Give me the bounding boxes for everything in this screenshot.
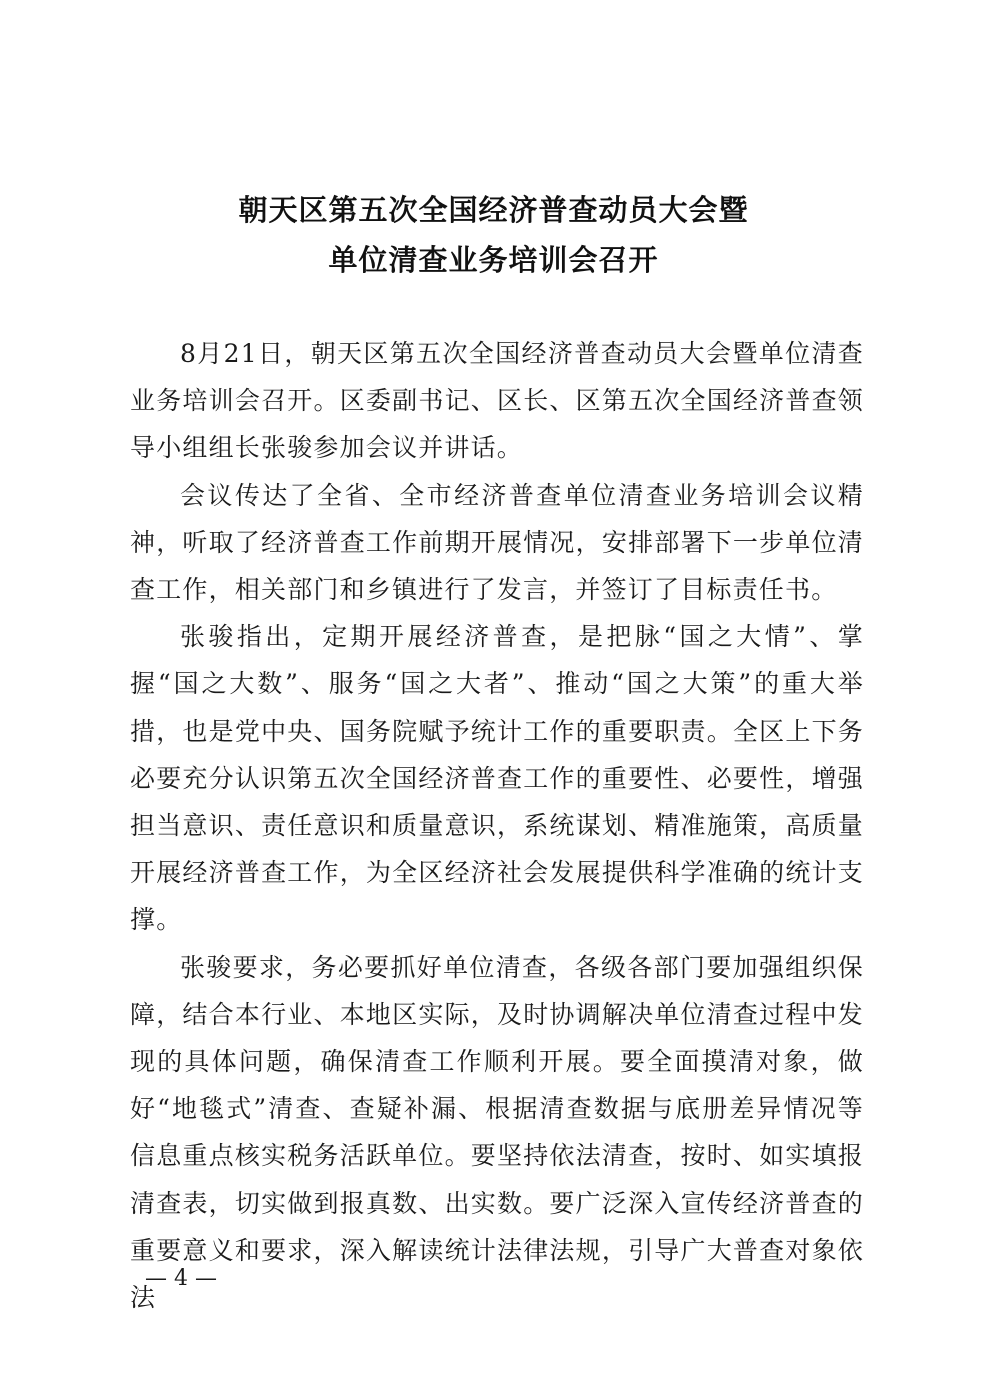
title-line-2: 单位清查业务培训会召开 <box>328 243 659 277</box>
document-title <box>0 185 987 285</box>
page-number: — 4 — <box>145 1266 217 1291</box>
paragraph-1: 8月21日，朝天区第五次全国经济普查动员大会暨单位清查业务培训会召开。区委副书记、区长、区第五次全国经济普查领导小组组长张骏参加会议并讲话。 <box>130 339 864 463</box>
paragraph-2: 会议传达了全省、全市经济普查单位清查业务培训会议精神，听取了经济普查工作前期开展情况，安排部署下一步单位清查工作，相关部门和乡镇进行了发言，并签订了目标责任书。 <box>130 480 864 605</box>
paragraph-4: 张骏要求，务必要抓好单位清查，各级各部门要加强组织保障，结合本行业、本地区实际，及时协调解决单位清查过程中发现的具体问题，确保清查工作顺利开展。要全面摸清对象，做好“地毯式”清查、查疑补漏、根据清查数据与底册差异情况等信息重点核实税务活跃单位。要坚持依法清查，按时、如实填报清查表，切实做到报真数、出实数。要广泛深入宣传经济普查的重要意义和要求，深入解读统计法律法规，引导广大普查对象依法 <box>130 952 864 1313</box>
title-line-1: 朝天区第五次全国经济普查动员大会暨 <box>238 193 749 227</box>
paragraph-3: 张骏指出，定期开展经济普查，是把脉“国之大情”、掌握“国之大数”、服务“国之大者”、推动“国之大策”的重大举措，也是党中央、国务院赋予统计工作的重要职责。全区上下务必要充分认识第五次全国经济普查工作的重要性、必要性，增强担当意识、责任意识和质量意识，系统谋划、精准施策，高质量开展经济普查工作，为全区经济社会发展提供科学准确的统计支撑。 <box>130 622 864 935</box>
document-body <box>130 330 864 1321</box>
